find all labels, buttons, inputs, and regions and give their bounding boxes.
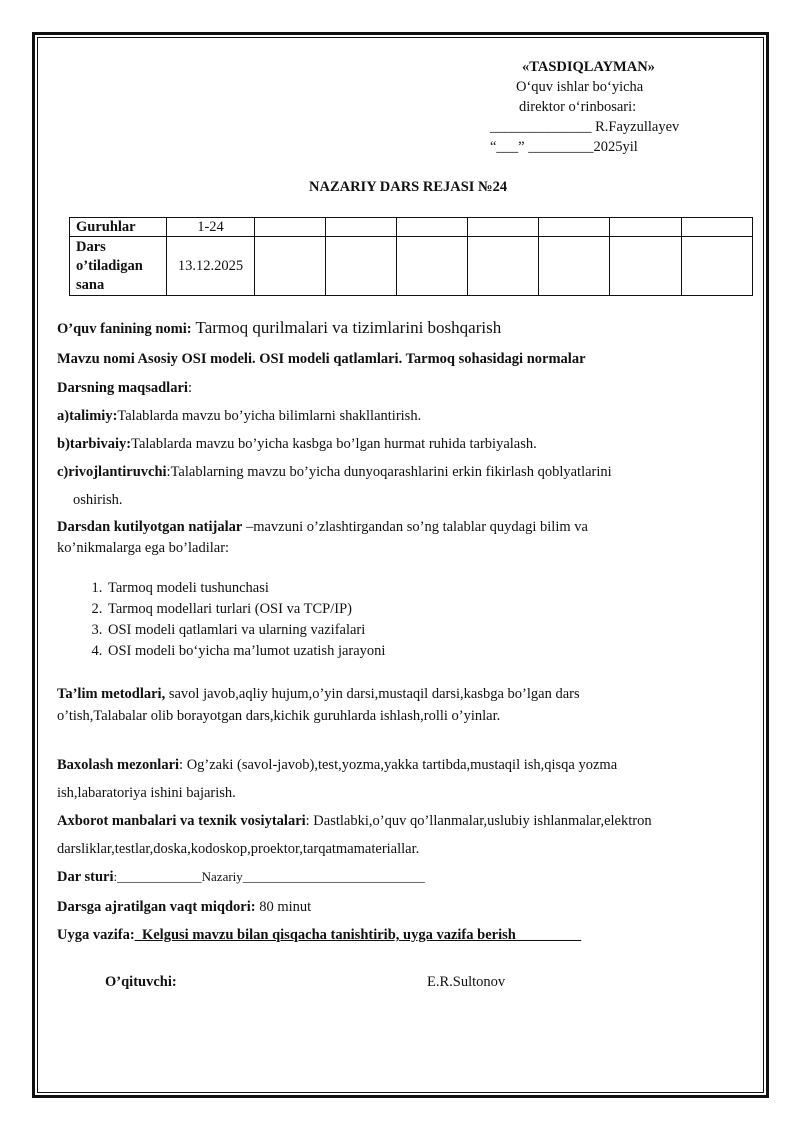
table-cell bbox=[326, 218, 397, 237]
assessment-line-1: Baxolash mezonlari: Og’zaki (savol-javob),test,yozma,yakka tartibda,mustaqil ish,qisqa yozma bbox=[57, 757, 618, 773]
goal-a: a)talimiy:Talablarda mavzu bo’yicha bilimlarni shakllantirish. bbox=[57, 408, 422, 424]
approval-signature-line: ______________ R.Fayzullayev bbox=[490, 119, 680, 135]
teacher-name: E.R.Sultonov bbox=[427, 974, 506, 990]
groups-value: 1-24 bbox=[167, 218, 255, 237]
teacher-label: O’qituvchi: bbox=[105, 974, 177, 990]
table-cell bbox=[397, 218, 468, 237]
methods-line-2: o’tish,Talabalar olib borayotgan dars,kichik guruhlarda ishlash,rolli o’yinlar. bbox=[57, 708, 501, 724]
table-cell bbox=[397, 237, 468, 296]
goal-c-continuation: oshirish. bbox=[73, 492, 123, 508]
date-value: 13.12.2025 bbox=[167, 237, 255, 296]
goals-heading: Darsning maqsadlari: bbox=[57, 380, 192, 396]
table-cell bbox=[682, 237, 753, 296]
table-cell bbox=[539, 237, 610, 296]
topic-line bbox=[57, 351, 586, 368]
table-cell bbox=[468, 218, 539, 237]
subject-line bbox=[57, 318, 501, 338]
groups-label: Guruhlar bbox=[70, 218, 167, 237]
table-cell bbox=[610, 218, 682, 237]
goal-c: c)rivojlantiruvchi:Talablarning mavzu bo’yicha dunyoqarashlarini erkin fikirlash qoblyatlarini bbox=[57, 464, 612, 480]
approval-line-2: direktor o‘rinbosari: bbox=[519, 99, 637, 115]
approval-line-1: O‘quv ishlar bo‘yicha bbox=[516, 79, 644, 95]
groups-table bbox=[69, 217, 753, 296]
date-label: Dars o’tiladigan sana bbox=[70, 237, 167, 296]
resources-line-1: Axborot manbalari va texnik vosiytalari: Dastlabki,o’quv qo’llanmalar,uslubiy ishlanmalar,elektron bbox=[57, 813, 652, 829]
table-cell bbox=[326, 237, 397, 296]
list-item: 2. Tarmoq modellari turlari (OSI va TCP/IP) bbox=[106, 599, 385, 620]
approval-title: «TASDIQLAYMAN» bbox=[522, 59, 655, 75]
homework-line: Uyga vazifa:_Kelgusi mavzu bilan qisqacha tanishtirib, uyga vazifa berish_________ bbox=[57, 927, 582, 943]
topic-label: Mavzu nomi bbox=[57, 351, 135, 367]
topic-value: Asosiy OSI modeli. OSI modeli qatlamlari. Tarmoq sohasidagi normalar bbox=[134, 351, 586, 367]
outcomes-list bbox=[62, 578, 385, 662]
outcomes-intro-continuation: ko’nikmalarga ega bo’ladilar: bbox=[57, 540, 230, 556]
table-cell bbox=[255, 237, 326, 296]
goal-b: b)tarbivaiy:Talablarda mavzu bo’yicha kasbga bo’lgan hurmat ruhida tarbiyalash. bbox=[57, 436, 537, 452]
time-line: Darsga ajratilgan vaqt miqdori: 80 minut bbox=[57, 899, 312, 915]
list-item: 4. OSI modeli bo‘yicha ma’lumot uzatish jarayoni bbox=[106, 641, 385, 662]
lesson-type-line: Dar sturi:_____________Nazariy____________________________ bbox=[57, 869, 425, 885]
resources-line-2: darsliklar,testlar,doska,kodoskop,proektor,tarqatmamateriallar. bbox=[57, 841, 420, 857]
table-cell bbox=[539, 218, 610, 237]
table-cell bbox=[682, 218, 753, 237]
table-cell bbox=[255, 218, 326, 237]
subject-value: Tarmoq qurilmalari va tizimlarini boshqarish bbox=[191, 318, 502, 337]
table-row bbox=[70, 218, 753, 237]
table-cell bbox=[610, 237, 682, 296]
subject-label: O’quv fanining nomi: bbox=[57, 321, 192, 337]
methods-line-1: Ta’lim metodlari, savol javob,aqliy hujum,o’yin darsi,mustaqil darsi,kasbga bo’lgan dars bbox=[57, 686, 580, 702]
list-item: 1. Tarmoq modeli tushunchasi bbox=[106, 578, 385, 599]
table-row bbox=[70, 237, 753, 296]
list-item: 3. OSI modeli qatlamlari va ularning vazifalari bbox=[106, 620, 385, 641]
plan-title: NAZARIY DARS REJASI №24 bbox=[309, 179, 508, 195]
assessment-line-2: ish,labaratoriya ishini bajarish. bbox=[57, 785, 236, 801]
table-cell bbox=[468, 237, 539, 296]
outcomes-intro: Darsdan kutilyotgan natijalar –mavzuni o’zlashtirgandan so’ng talablar quydagi bilim va bbox=[57, 519, 588, 535]
approval-date-line: “___” _________2025yil bbox=[490, 139, 638, 155]
